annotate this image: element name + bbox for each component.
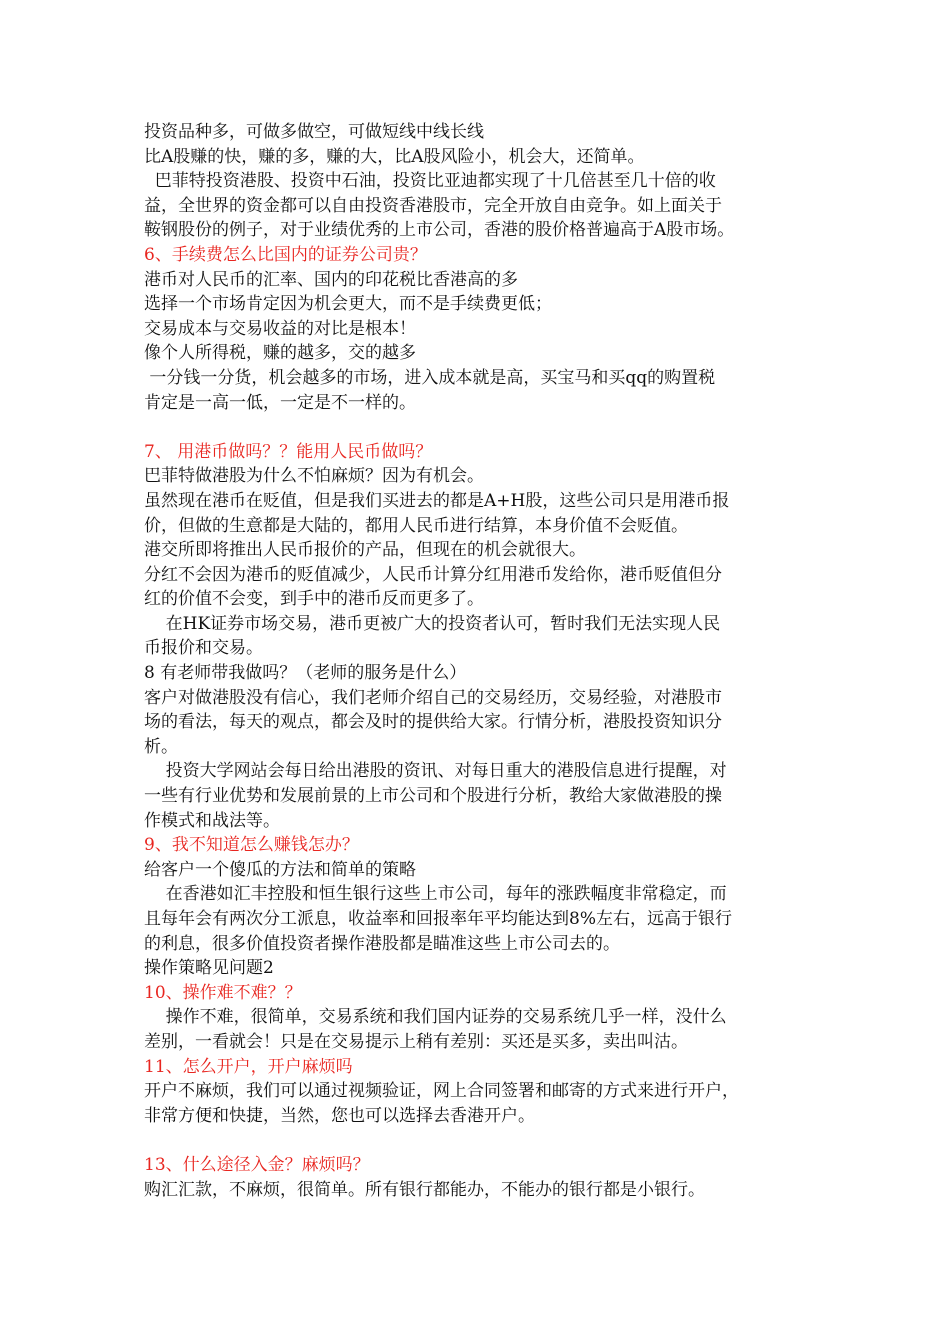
body-line: 投资大学网站会每日给出港股的资讯、对每日重大的港股信息进行提醒，对 xyxy=(144,761,727,782)
body-line: 虽然现在港币在贬值，但是我们买进去的都是A+H股，这些公司只是用港币报 xyxy=(144,490,730,511)
body-line: 作模式和战法等。 xyxy=(144,810,280,831)
document-page xyxy=(144,120,812,1202)
body-line: 肯定是一高一低，一定是不一样的。 xyxy=(144,392,416,413)
body-line: 像个人所得税，赚的越多，交的越多 xyxy=(144,343,416,364)
body-line: 分红不会因为港币的贬值减少，人民币计算分红用港币发给你，港币贬值但分 xyxy=(144,564,722,585)
body-line: 给客户一个傻瓜的方法和简单的策略 xyxy=(144,859,416,880)
body-line: 场的看法，每天的观点，都会及时的提供给大家。行情分析，港股投资知识分 xyxy=(144,712,722,733)
body-line: 的利息，很多价值投资者操作港股都是瞄准这些上市公司去的。 xyxy=(144,933,620,954)
section-heading: 10、操作难不难？？ xyxy=(144,982,302,1003)
body-line: 开户不麻烦，我们可以通过视频验证，网上合同签署和邮寄的方式来进行开户， xyxy=(144,1081,739,1102)
body-line: 且每年会有两次分工派息，收益率和回报率年平均能达到8%左右，远高于银行 xyxy=(144,909,732,929)
body-line: 选择一个市场肯定因为机会更大，而不是手续费更低； xyxy=(144,294,552,315)
section-heading: 13、什么途径入金？麻烦吗？ xyxy=(144,1154,370,1175)
section-heading: 9、我不知道怎么赚钱怎办？ xyxy=(144,835,359,856)
body-line: 购汇汇款，不麻烦，很简单。所有银行都能办，不能办的银行都是小银行。 xyxy=(144,1179,705,1200)
body-line: 操作策略见问题2 xyxy=(144,958,274,979)
blank-line xyxy=(144,1128,812,1153)
body-line: 非常方便和快捷，当然，您也可以选择去香港开户。 xyxy=(144,1105,535,1126)
body-line: 析。 xyxy=(144,736,178,757)
body-line: 价，但做的生意都是大陆的，都用人民币进行结算，本身价值不会贬值。 xyxy=(144,515,688,536)
body-line: 差别，一看就会！只是在交易提示上稍有差别：买还是买多，卖出叫沽。 xyxy=(144,1031,688,1052)
body-line: 红的价值不会变，到手中的港币反而更多了。 xyxy=(144,589,484,610)
body-line: 益，全世界的资金都可以自由投资香港股市，完全开放自由竞争。如上面关于 xyxy=(144,195,722,216)
body-line: 巴菲特做港股为什么不怕麻烦？因为有机会。 xyxy=(144,466,484,487)
body-line: 港交所即将推出人民币报价的产品，但现在的机会就很大。 xyxy=(144,540,586,561)
body-line: 巴菲特投资港股、投资中石油，投资比亚迪都实现了十几倍甚至几十倍的收 xyxy=(144,171,716,192)
body-line: 8 有老师带我做吗？（老师的服务是什么） xyxy=(144,663,467,684)
body-line: 交易成本与交易收益的对比是根本！ xyxy=(144,318,416,339)
body-line: 币报价和交易。 xyxy=(144,638,263,659)
body-line: 操作不难，很简单，交易系统和我们国内证券的交易系统几乎一样，没什么 xyxy=(144,1007,727,1028)
body-line: 在香港如汇丰控股和恒生银行这些上市公司，每年的涨跌幅度非常稳定，而 xyxy=(144,884,727,905)
section-heading: 7、 用港币做吗？？能用人民币做吗？ xyxy=(144,441,433,462)
body-line: 一分钱一分货，机会越多的市场，进入成本就是高，买宝马和买qq的购置税 xyxy=(144,367,716,388)
body-line: 比A股赚的快，赚的多，赚的大，比A股风险小，机会大，还简单。 xyxy=(144,146,645,167)
body-line: 鞍钢股份的例子，对于业绩优秀的上市公司，香港的股价格普遍高于A股市场。 xyxy=(144,220,735,241)
body-line: 港币对人民币的汇率、国内的印花税比香港高的多 xyxy=(144,269,518,290)
section-heading: 6、手续费怎么比国内的证券公司贵？ xyxy=(144,244,427,265)
body-line: 客户对做港股没有信心，我们老师介绍自己的交易经历，交易经验，对港股市 xyxy=(144,687,722,708)
body-line: 投资品种多，可做多做空，可做短线中线长线 xyxy=(144,122,484,142)
body-line: 一些有行业优势和发展前景的上市公司和个股进行分析，教给大家做港股的操 xyxy=(144,786,722,807)
blank-line xyxy=(144,415,812,440)
section-heading: 11、怎么开户，开户麻烦吗 xyxy=(144,1056,353,1077)
body-line: 在HK证券市场交易，港币更被广大的投资者认可，暂时我们无法实现人民 xyxy=(144,613,721,634)
